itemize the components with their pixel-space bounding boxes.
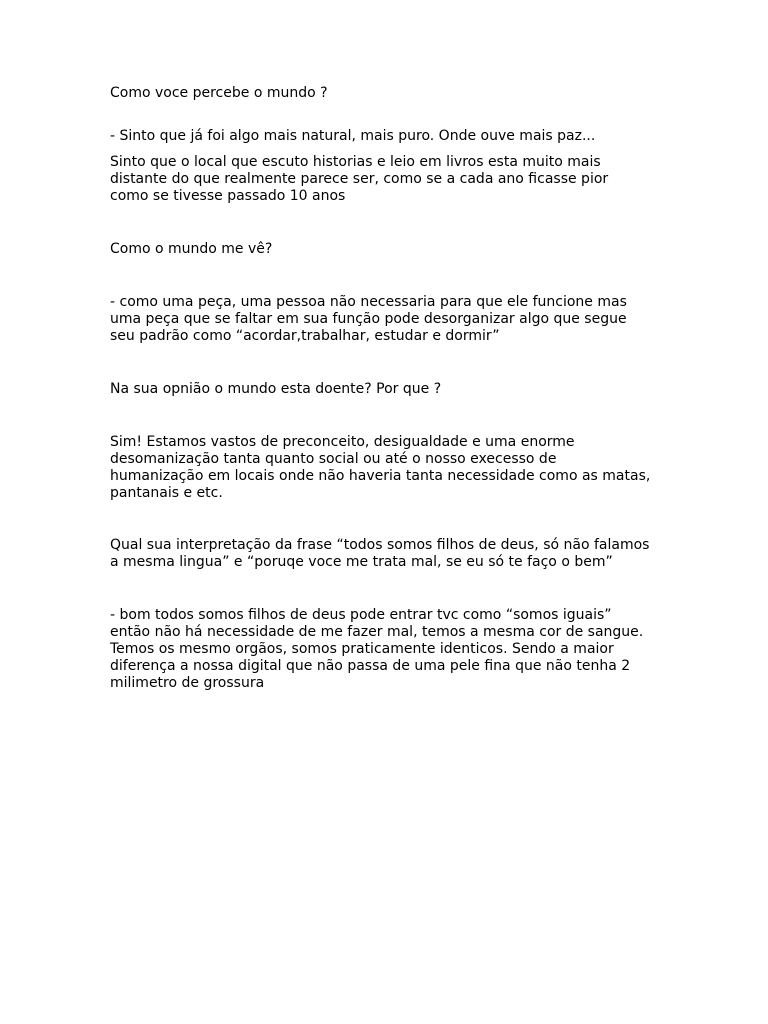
- question-2: Como o mundo me vê?: [110, 241, 273, 257]
- answer-4: - bom todos somos filhos de deus pode entrar tvc como “somos iguais” então não há necessidade de me fazer mal, temos a mesma cor de sangue. Temos os mesmo orgãos, somos praticamente identicos. Sendo a maior diferença a nossa digital que não passa de uma pele fina que não tenha 2 milimetro de grossura: [110, 607, 644, 691]
- question-4: Qual sua interpretação da frase “todos somos filhos de deus, só não falamos a mesma lingua” e “poruqe voce me trata mal, se eu só te faço o bem”: [110, 537, 650, 570]
- answer-1-line: - Sinto que já foi algo mais natural, mais puro. Onde ouve mais paz...: [110, 128, 596, 144]
- answer-1-paragraph: Sinto que o local que escuto historias e leio em livros esta muito mais distante do que realmente parece ser, como se a cada ano ficasse pior como se tivesse passado 10 anos: [110, 154, 609, 204]
- question-1: Como voce percebe o mundo ?: [110, 85, 328, 101]
- question-3: Na sua opnião o mundo esta doente? Por que ?: [110, 381, 442, 397]
- answer-3: Sim! Estamos vastos de preconceito, desigualdade e uma enorme desomanização tanta quanto social ou até o nosso execesso de humanização em locais onde não haveria tanta necessidade como as matas, pantanais e etc.: [110, 434, 651, 501]
- answer-2: - como uma peça, uma pessoa não necessaria para que ele funcione mas uma peça que se faltar em sua função pode desorganizar algo que segue seu padrão como “acordar,trabalhar, estudar e dormir”: [110, 294, 627, 344]
